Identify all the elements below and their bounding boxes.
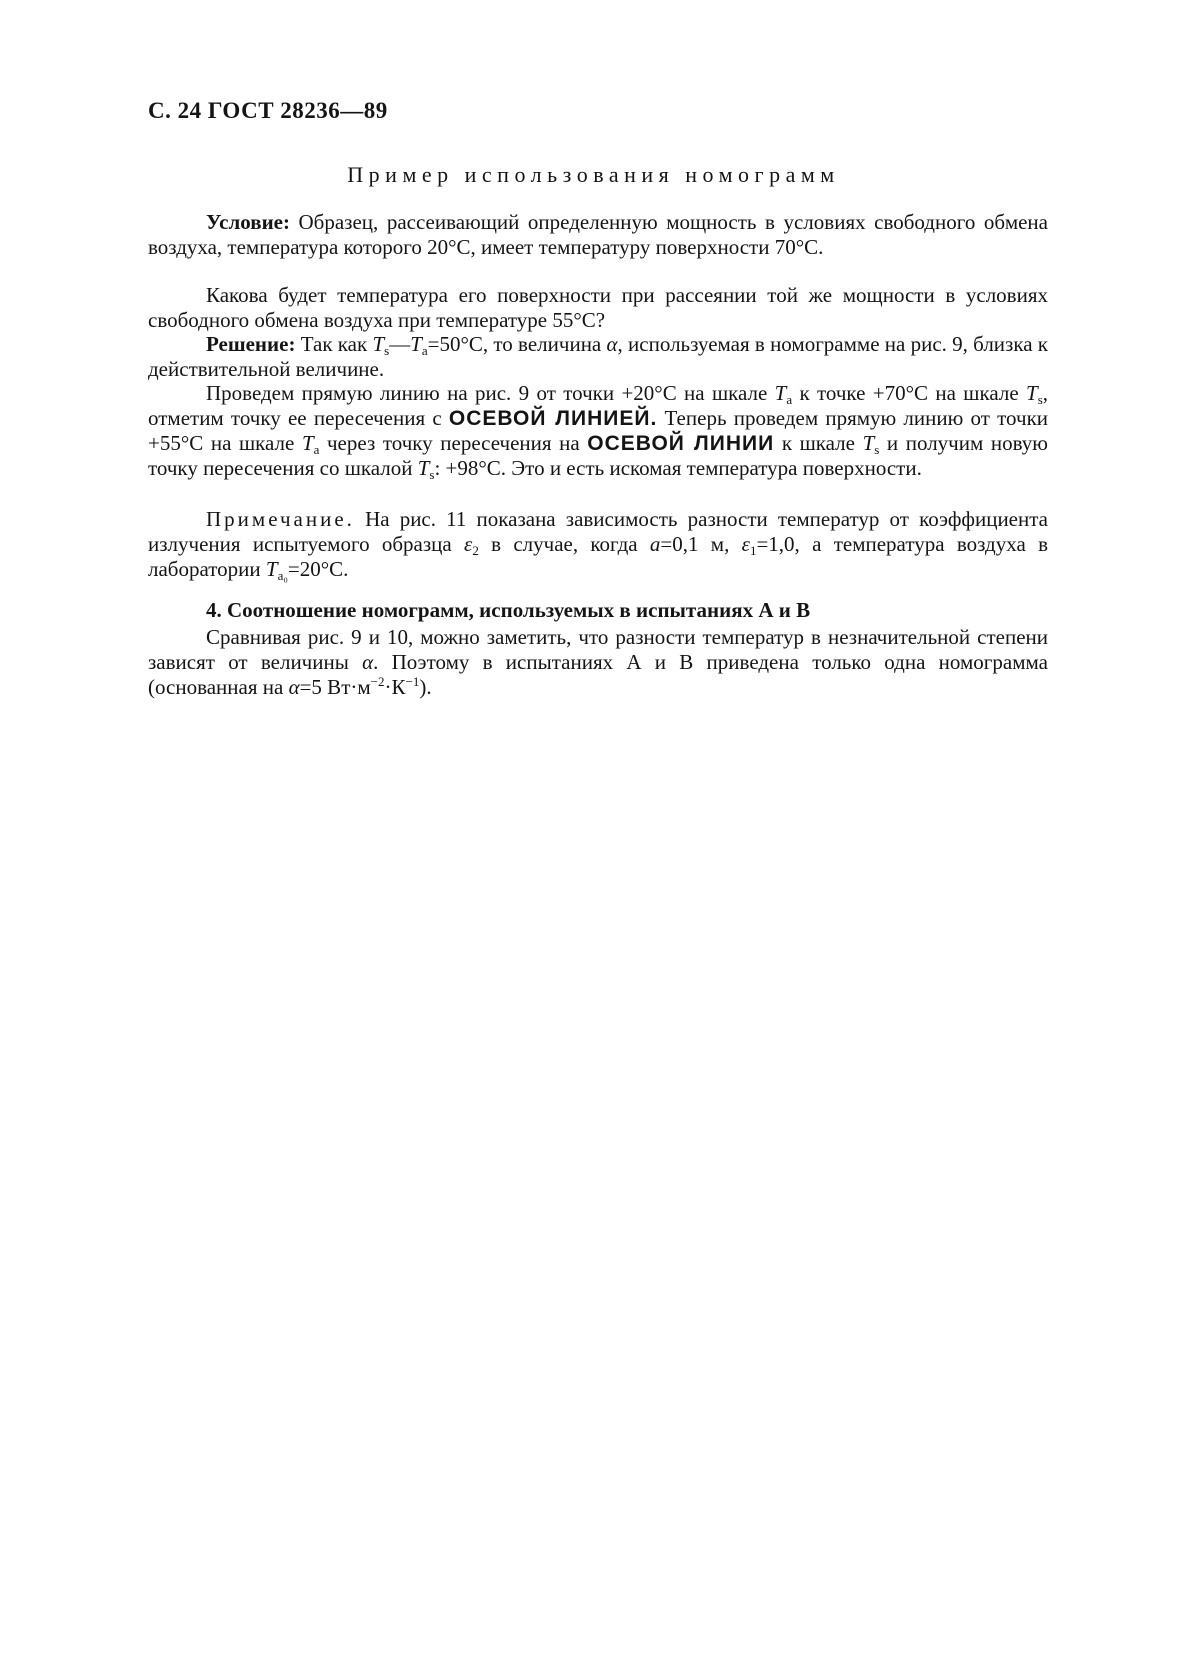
text: =0,1 м, [660,532,742,556]
var-a: a [649,532,661,556]
paragraph-question [148,283,1048,333]
page-header: С. 24 ГОСТ 28236—89 [148,98,388,123]
text: =5 Вт·м [299,675,371,699]
text: . Поэтому в испытаниях А и В приведена только одна номограмма (основанная на [148,650,1048,699]
text: На рис. 11 показана зависимость разности температур от коэффициента излучения испытуемого образца [148,507,1048,556]
subsection-heading: 4. Соотношение номограмм, используемых в испытаниях А и В [206,598,811,622]
var-ta: T [410,332,422,356]
axis-line-term: ОСЕВОЙ ЛИНИЕЙ. [448,407,658,430]
text: через точку пересечения на [319,431,588,455]
text: Теперь проведем прямую линию от точки +55°С на шкале [148,406,1049,455]
paragraph-procedure [148,381,1048,481]
sub: a [786,392,793,407]
sub: a₀ [277,568,288,583]
text: к точке +70°С на шкале [792,381,1026,405]
text: =50°С, то величина [427,332,607,356]
var-alpha: α [606,332,618,356]
var-alpha: α [288,675,300,699]
paragraph-condition [148,210,1048,260]
lead-word-condition: Условие: [206,210,290,234]
sub: 2 [472,543,479,558]
var-alpha: α [362,650,374,674]
sup: −2 [370,674,385,689]
var-ta: T [774,381,787,405]
lead-word-note: Примечание. [206,507,355,531]
text: Так как [295,332,373,356]
paragraph-solution [148,332,1048,382]
text: : +98°С. Это и есть искомая температура поверхности. [434,456,922,480]
text: , используемая в номограмме на рис. 9, близка к действительной величине. [148,332,1048,381]
sub: s [1037,392,1043,407]
text: в случае, когда [478,532,650,556]
text: , отметим точку ее пересечения с [148,381,1048,430]
text: Проведем прямую линию на рис. 9 от точки +20°С на шкале [206,381,775,405]
text: ·К [384,675,406,699]
var-ts: T [417,456,430,480]
paragraph-comparison [148,625,1048,700]
text: Какова будет температура его поверхности при рассеянии той же мощности в условиях свободного обмена воздуха при температуре 55°С? [148,283,1048,332]
sup: −1 [405,674,420,689]
text: ). [419,675,432,699]
var-epsilon: ε [464,532,473,556]
text: к шкале [774,431,863,455]
var-ts: T [862,431,875,455]
sub: a [421,343,428,358]
text: и получим новую точку пересечения со шкалой [148,431,1048,480]
text: =20°С. [287,557,349,581]
sub: a [313,442,320,457]
text: Сравнивая рис. 9 и 10, можно заметить, что разности температур в незначительной степени зависят от величины [148,625,1048,674]
section-title: Пример использования номограмм [347,162,840,187]
var-ta: T [301,431,314,455]
sub: s [429,467,435,482]
sub: s [384,343,390,358]
text: Образец, рассеивающий определенную мощность в условиях свободного обмена воздуха, температура которого 20°С, имеет температуру поверхности 70°С. [148,210,1048,259]
axis-line-term: ОСЕВОЙ ЛИНИИ [587,432,775,455]
text: — [389,332,411,356]
lead-word-solution: Решение: [206,332,296,356]
var-ts: T [372,332,385,356]
paragraph-note [148,507,1048,582]
text: =1,0, а температура воздуха в лаборатории [148,532,1048,581]
sub: s [874,442,880,457]
var-epsilon: ε [741,532,750,556]
sub: 1 [749,543,757,558]
var-ts: T [1026,381,1038,405]
var-ta0: T [265,557,278,581]
